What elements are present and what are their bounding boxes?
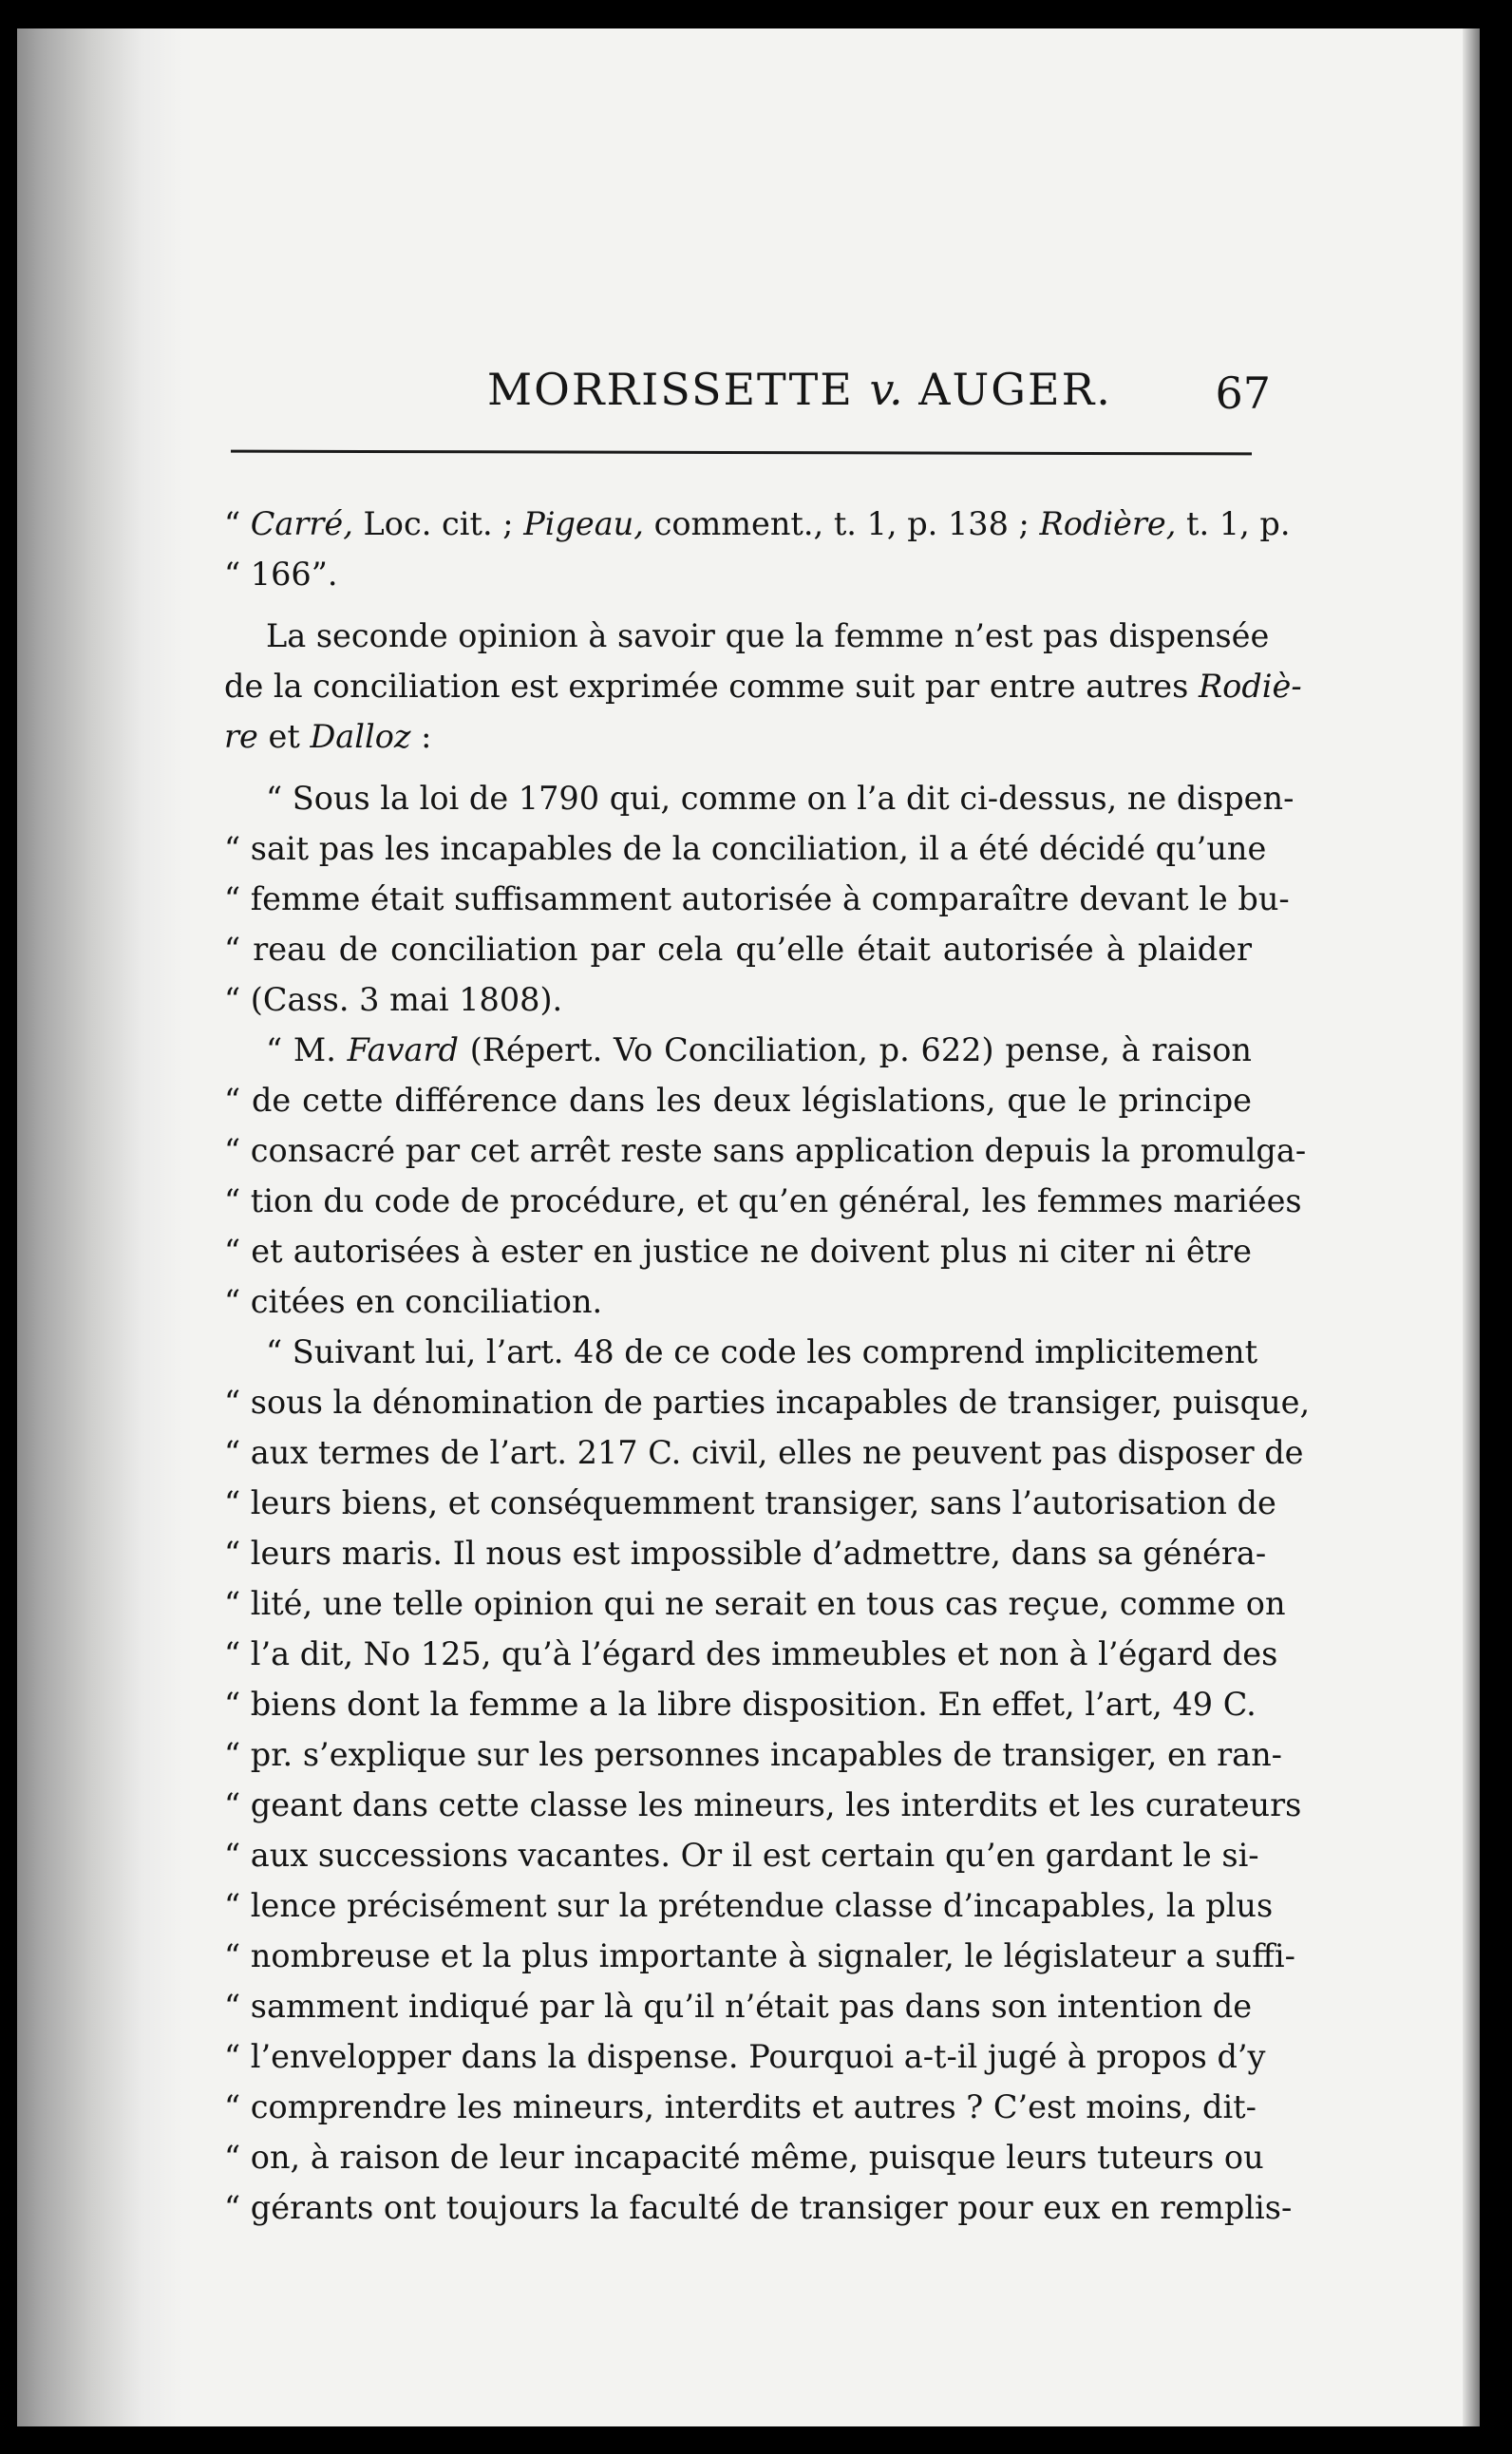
- text-line: “ biens dont la femme a la libre disposition. En effet, l’art, 49 C.: [224, 1686, 1257, 1723]
- text-line: “ sait pas les incapables de la conciliation, il a été décidé qu’une: [224, 830, 1267, 867]
- text-line: “ aux successions vacantes. Or il est certain qu’en gardant le si-: [224, 1837, 1259, 1874]
- text-line: “ leurs maris. Il nous est impossible d’admettre, dans sa généra-: [224, 1535, 1267, 1572]
- text-line: “ aux termes de l’art. 217 C. civil, elles ne peuvent pas disposer de: [224, 1434, 1304, 1471]
- page-number: 67: [1215, 368, 1271, 419]
- body-text: [224, 499, 1311, 2233]
- text-line: “ citées en conciliation.: [224, 1283, 603, 1320]
- text-line: “ nombreuse et la plus importante à signaler, le législateur a suffi-: [224, 1937, 1295, 1974]
- text-line: “ 166”.: [224, 556, 338, 593]
- text-line: “ on, à raison de leur incapacité même, puisque leurs tuteurs ou: [224, 2139, 1264, 2176]
- text-line: “ femme était suffisamment autorisée à comparaître devant le bu-: [224, 880, 1290, 917]
- book-page: [17, 28, 1480, 2426]
- text-line: “ sous la dénomination de parties incapables de transiger, puisque,: [224, 1384, 1311, 1421]
- text-line: “ lence précisément sur la prétendue classe d’incapables, la plus: [224, 1887, 1274, 1924]
- text-line: “ geant dans cette classe les mineurs, les interdits et les curateurs: [224, 1786, 1302, 1823]
- text-line: “ consacré par cet arrêt reste sans application depuis la promulga-: [224, 1132, 1307, 1169]
- text-line: “ Suivant lui, l’art. 48 de ce code les comprend implicitement: [266, 1333, 1258, 1370]
- text-line: “ M. Favard (Répert. Vo Conciliation, p. 622) pense, à raison: [266, 1031, 1252, 1068]
- text-line: “ leurs biens, et conséquemment transiger, sans l’autorisation de: [224, 1484, 1276, 1521]
- text-line: “ et autorisées à ester en justice ne doivent plus ni citer ni être: [224, 1233, 1252, 1270]
- text-line: “ de cette différence dans les deux législations, que le principe: [224, 1082, 1252, 1119]
- text-line: “ pr. s’explique sur les personnes incapables de transiger, en ran-: [224, 1736, 1282, 1773]
- header-rule: [231, 450, 1252, 456]
- text-line: “ gérants ont toujours la faculté de transiger pour eux en remplis-: [224, 2189, 1293, 2226]
- text-line: “ reau de conciliation par cela qu’elle était autorisée à plaider: [224, 931, 1252, 968]
- page-gutter-shadow: [17, 28, 183, 2426]
- text-line: “ (Cass. 3 mai 1808).: [224, 981, 563, 1018]
- text-line: re et Dalloz :: [224, 718, 432, 755]
- text-line: “ samment indiqué par là qu’il n’était pas dans son intention de: [224, 1988, 1253, 2025]
- text-line: de la conciliation est exprimée comme suit par entre autres Rodiè-: [224, 668, 1302, 705]
- text-line: “ tion du code de procédure, et qu’en général, les femmes mariées: [224, 1182, 1302, 1219]
- text-line: “ lité, une telle opinion qui ne serait en tous cas reçue, comme on: [224, 1585, 1286, 1622]
- running-header: [236, 347, 1271, 423]
- text-line: La seconde opinion à savoir que la femme n’est pas dispensée: [266, 617, 1270, 654]
- text-line: “ Carré, Loc. cit. ; Pigeau, comment., t. 1, p. 138 ; Rodière, t. 1, p.: [224, 505, 1291, 542]
- text-line: “ Sous la loi de 1790 qui, comme on l’a dit ci-dessus, ne dispen-: [266, 780, 1295, 817]
- text-line: “ l’a dit, No 125, qu’à l’égard des immeubles et non à l’égard des: [224, 1635, 1278, 1672]
- text-line: “ l’envelopper dans la dispense. Pourquoi a-t-il jugé à propos d’y: [224, 2038, 1266, 2075]
- running-title: MORRISSETTE v. AUGER.: [487, 364, 1112, 415]
- page-edge: [1463, 28, 1480, 2426]
- text-line: “ comprendre les mineurs, interdits et autres ? C’est moins, dit-: [224, 2088, 1257, 2125]
